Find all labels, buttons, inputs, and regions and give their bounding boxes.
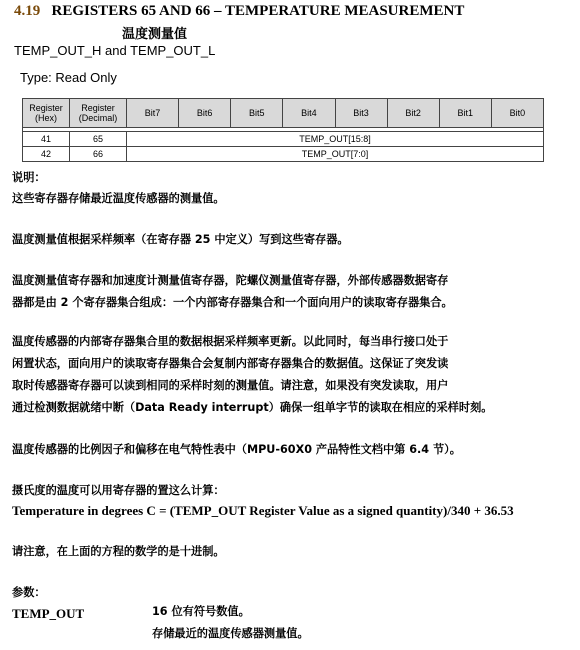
col-bit6: Bit6 xyxy=(179,99,231,128)
col-bit4: Bit4 xyxy=(283,99,335,128)
param-desc-line-2: 存储最近的温度传感器测量值。 xyxy=(152,627,309,640)
table-header-row xyxy=(23,99,544,128)
register-table xyxy=(22,98,544,162)
section-title: REGISTERS 65 AND 66 – TEMPERATURE MEASUREMENT xyxy=(51,3,465,19)
cell-hex: 41 xyxy=(23,132,70,147)
section-subtitle: 温度测量值 xyxy=(122,27,188,42)
col-bit3: Bit3 xyxy=(335,99,387,128)
col-bit2: Bit2 xyxy=(387,99,439,128)
table-row xyxy=(23,132,544,147)
paragraph-7: 请注意，在上面的方程的数学的是十进制。 xyxy=(12,545,225,558)
param-name: TEMP_OUT xyxy=(12,606,85,621)
cell-hex: 42 xyxy=(23,147,70,162)
paragraph-3 xyxy=(12,270,572,314)
cell-field: TEMP_OUT[15:8] xyxy=(127,132,544,147)
register-names: TEMP_OUT_H and TEMP_OUT_L xyxy=(14,43,216,58)
paragraph-4-line-3: 取时传感器寄存器可以读到相同的采样时刻的测量值。请注意，如果没有突发读取，用户 xyxy=(12,379,449,392)
paragraph-5: 温度传感器的比例因子和偏移在电气特性表中（MPU-60X0 产品特性文档中第 6.4 节）。 xyxy=(12,443,461,456)
paragraph-6: 摄氏度的温度可以用寄存器的置这么计算： xyxy=(12,484,225,497)
params-label: 参数： xyxy=(12,586,46,599)
description-label: 说明： xyxy=(12,171,46,184)
section-heading xyxy=(14,3,464,20)
paragraph-4-line-4: 通过检测数据就绪中断（Data Ready interrupt）确保一组单字节的读取在相应的采样时刻。 xyxy=(12,401,493,414)
temperature-formula: Temperature in degrees C = (TEMP_OUT Register Value as a signed quantity)/340 + 36.53 xyxy=(12,503,514,518)
section-number: 4.19 xyxy=(14,3,41,19)
col-register-hex: Register (Hex) xyxy=(23,99,70,128)
col-bit1: Bit1 xyxy=(439,99,491,128)
paragraph-2: 温度测量值根据采样频率（在寄存器 25 中定义）写到这些寄存器。 xyxy=(12,233,349,246)
cell-dec: 66 xyxy=(70,147,127,162)
col-bit5: Bit5 xyxy=(231,99,283,128)
cell-field: TEMP_OUT[7:0] xyxy=(127,147,544,162)
table-row xyxy=(23,147,544,162)
col-register-decimal: Register (Decimal) xyxy=(70,99,127,128)
paragraph-4 xyxy=(12,331,572,419)
paragraph-3-line-1: 温度测量值寄存器和加速度计测量值寄存器，陀螺仪测量值寄存器，外部传感器数据寄存 xyxy=(12,274,449,287)
paragraph-3-line-2: 器都是由 2 个寄存器集合组成：一个内部寄存器集合和一个面向用户的读取寄存器集合。 xyxy=(12,296,453,309)
cell-dec: 65 xyxy=(70,132,127,147)
register-type: Type: Read Only xyxy=(20,70,117,85)
col-bit7: Bit7 xyxy=(127,99,179,128)
paragraph-4-line-2: 闲置状态，面向用户的读取寄存器集合会复制内部寄存器集合的数据值。这保证了突发读 xyxy=(12,357,449,370)
paragraph-1: 这些寄存器存储最近温度传感器的测量值。 xyxy=(12,192,225,205)
param-desc-line-1: 16 位有符号数值。 xyxy=(152,605,250,618)
col-bit0: Bit0 xyxy=(491,99,543,128)
paragraph-4-line-1: 温度传感器的内部寄存器集合里的数据根据采样频率更新。以此同时，每当串行接口处于 xyxy=(12,335,449,348)
